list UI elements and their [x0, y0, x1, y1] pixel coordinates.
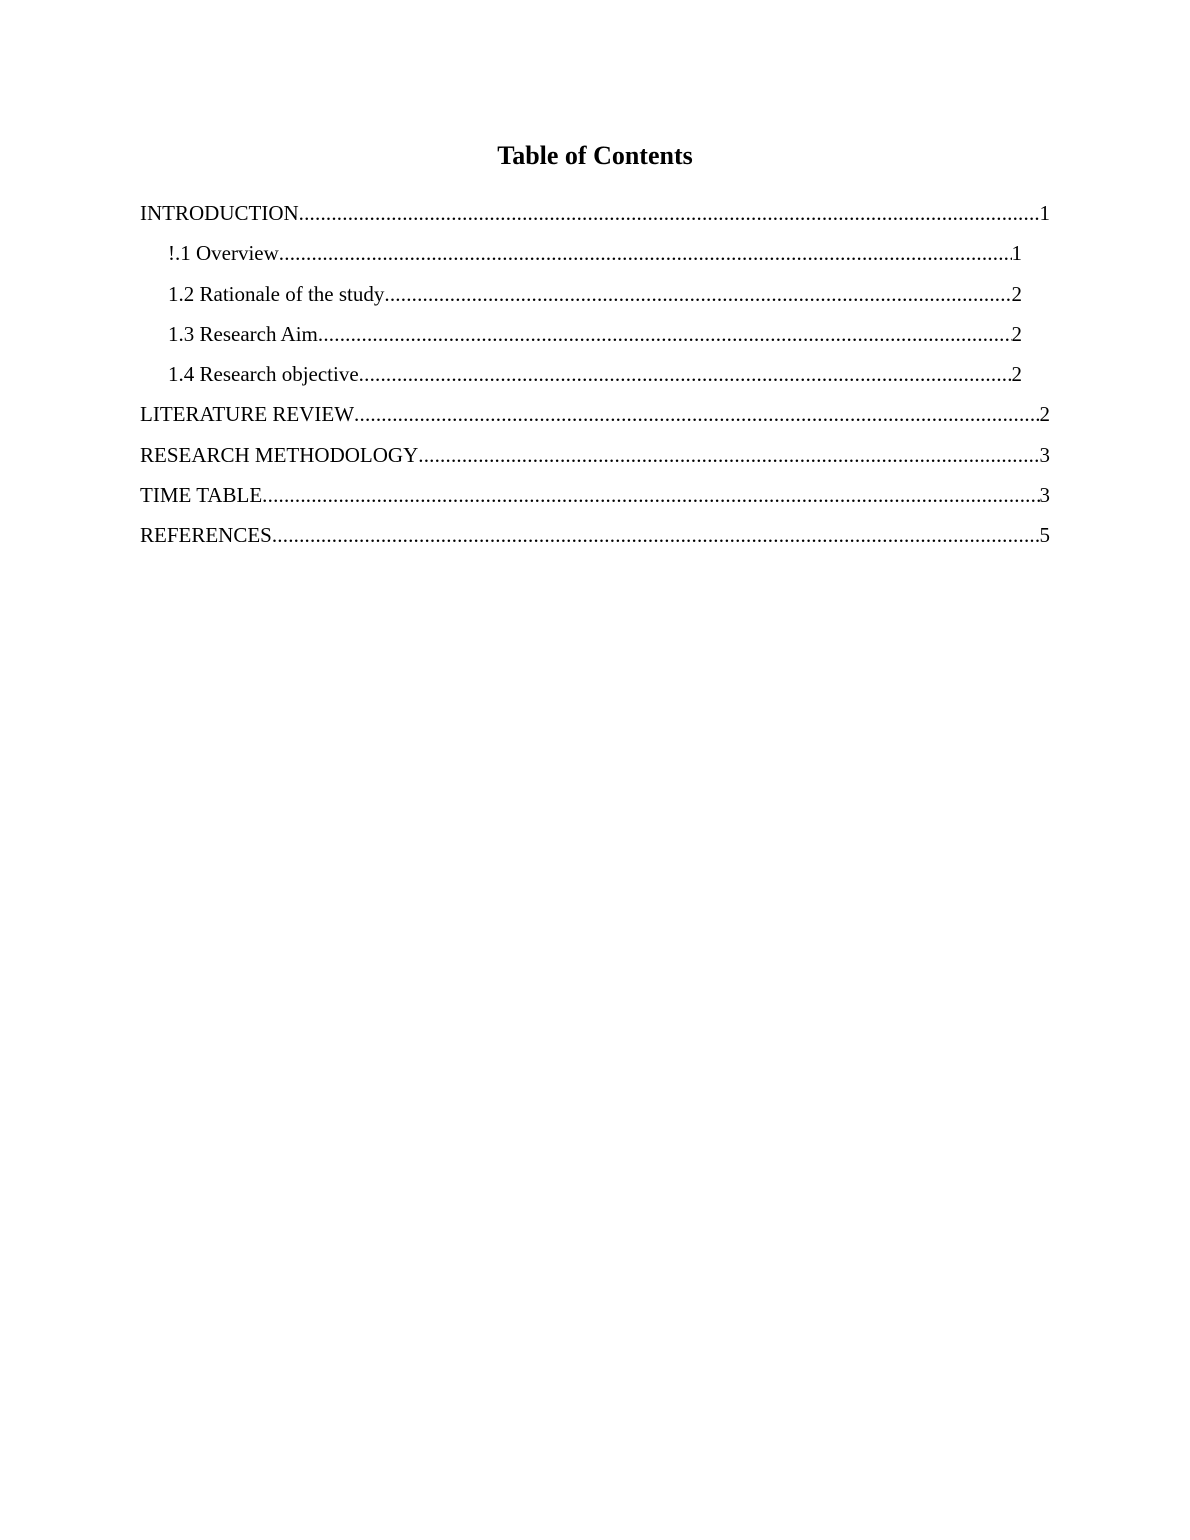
- toc-list: [140, 198, 1050, 561]
- toc-dot-leader: [354, 399, 1039, 429]
- toc-entry-references[interactable]: [140, 520, 1050, 560]
- toc-entry-page-number: 2: [1011, 281, 1022, 306]
- toc-entry-time-table[interactable]: [140, 480, 1050, 520]
- toc-entry-label: TIME TABLE: [140, 483, 263, 508]
- toc-entry-page-number: 3: [1039, 442, 1050, 467]
- toc-entry-page-number: 1: [1039, 201, 1050, 225]
- toc-entry-label: !.1 Overview: [168, 241, 279, 266]
- toc-entry-page-number: 2: [1011, 362, 1022, 387]
- toc-dot-leader: [384, 279, 1011, 309]
- toc-entry-literature-review[interactable]: [140, 399, 1050, 439]
- toc-entry-introduction[interactable]: [140, 198, 1050, 238]
- toc-entry-research-methodology[interactable]: [140, 440, 1050, 480]
- toc-entry-overview[interactable]: [140, 238, 1022, 278]
- toc-entry-label: 1.4 Research objective: [168, 362, 359, 387]
- toc-dot-leader: [318, 319, 1012, 349]
- toc-dot-leader: [272, 520, 1040, 550]
- toc-entry-label: 1.3 Research Aim: [168, 321, 318, 346]
- toc-entry-research-objective[interactable]: [140, 359, 1022, 399]
- toc-entry-research-aim[interactable]: [140, 319, 1022, 359]
- toc-entry-label: REFERENCES: [140, 523, 272, 548]
- toc-entry-page-number: 1: [1011, 241, 1022, 266]
- toc-entry-page-number: 2: [1039, 402, 1050, 427]
- toc-entry-label: LITERATURE REVIEW: [140, 402, 355, 427]
- toc-dot-leader: [418, 440, 1039, 470]
- toc-dot-leader: [359, 359, 1012, 389]
- toc-entry-page-number: 2: [1011, 321, 1022, 346]
- toc-entry-label: RESEARCH METHODOLOGY: [140, 442, 419, 467]
- toc-dot-leader: [279, 238, 1012, 268]
- toc-entry-rationale[interactable]: [140, 279, 1022, 319]
- toc-entry-page-number: 3: [1039, 483, 1050, 508]
- toc-entry-label: 1.2 Rationale of the study: [168, 281, 385, 306]
- toc-dot-leader: [299, 198, 1040, 228]
- toc-title: Table of Contents: [497, 141, 693, 170]
- toc-dot-leader: [262, 480, 1039, 510]
- toc-entry-page-number: 5: [1039, 523, 1050, 548]
- toc-entry-label: INTRODUCTION: [140, 201, 299, 225]
